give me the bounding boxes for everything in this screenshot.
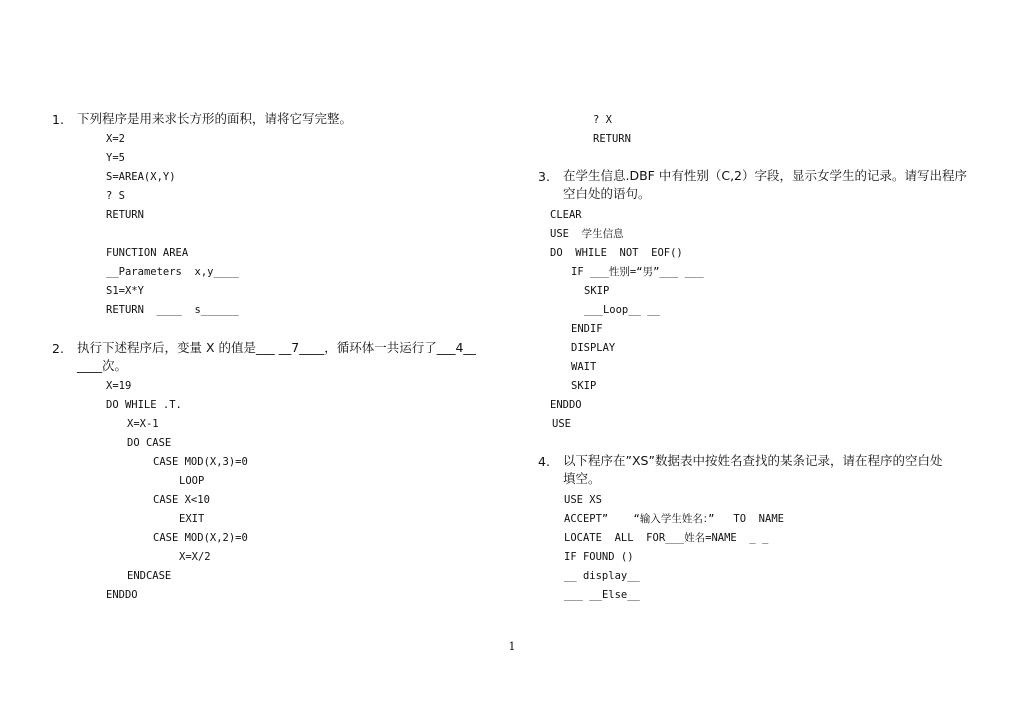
- q2-prompt-a: 执行下述程序后，变量 X 的值是___ __: [77, 340, 292, 355]
- q3-code-line: ENDIF: [571, 323, 603, 335]
- q3-loop-post: __: [640, 304, 660, 316]
- q1-code-line: FUNCTION AREA: [106, 247, 189, 259]
- q3-loop-line: [584, 303, 660, 317]
- q3-if-post: ___: [678, 266, 704, 278]
- q3-prompt: 在学生信息.DBF 中有性别（C,2）字段，显示女学生的记录。请写出程序: [563, 168, 967, 183]
- q2-prompt-c: __: [463, 340, 476, 355]
- q2-code-line: EXIT: [179, 513, 205, 525]
- q1-blank1-answer: Parameters: [118, 266, 182, 278]
- q2-prompt-b: ____，循环体一共运行了___: [299, 340, 456, 355]
- q3-code-line: DO WHILE NOT EOF(): [550, 247, 683, 259]
- q4-prompt-cont: 填空。: [563, 471, 601, 486]
- q4-locate-pre: LOCATE ALL FOR: [564, 532, 666, 544]
- q1-code-line: ? S: [106, 190, 125, 202]
- q2-answer-x: 7: [291, 340, 300, 355]
- q2-code-line: X=X/2: [179, 551, 211, 563]
- q2-prompt-cont: ____次。: [77, 358, 128, 373]
- q1-return-post: ______: [200, 304, 239, 316]
- q3-code-line: USE 学生信息: [550, 228, 624, 240]
- q2-code-line: RETURN: [593, 133, 631, 145]
- q4-prompt: 以下程序在”XS”数据表中按姓名查找的某条记录，请在程序的空白处: [563, 453, 943, 468]
- q3-code-line: CLEAR: [550, 209, 582, 221]
- q3-if-pre: IF: [571, 266, 590, 278]
- q1-code-line: S=AREA(X,Y): [106, 171, 176, 183]
- q1-blank1-pre: __: [106, 266, 119, 278]
- q3-code-line: ENDDO: [550, 399, 582, 411]
- q1-number: 1.: [52, 112, 64, 127]
- q1-return-answer: s: [194, 304, 201, 316]
- q4-code-line: __ display__: [564, 570, 640, 582]
- q3-loop-answer: ___Loop__: [584, 304, 641, 316]
- q4-locate-post: _ _: [736, 532, 769, 544]
- q4-else-line: [564, 588, 640, 602]
- q1-code-line: RETURN: [106, 209, 144, 221]
- q2-code-line: ENDCASE: [127, 570, 172, 582]
- q2-code-line: X=19: [106, 380, 132, 392]
- q1-return-line: [106, 303, 239, 317]
- q3-code-line: USE: [552, 418, 571, 430]
- q3-number: 3.: [538, 169, 550, 184]
- q4-else-answer: __Else__: [589, 589, 640, 601]
- q3-prompt-cont: 空白处的语句。: [563, 186, 651, 201]
- q4-else-pre: ___: [564, 589, 590, 601]
- q3-if-answer: ___性别=“男”___: [589, 266, 679, 278]
- q4-number: 4.: [538, 454, 550, 469]
- q1-code-line: Y=5: [106, 152, 125, 164]
- q1-prompt: 下列程序是用来求长方形的面积，请将它写完整。: [77, 111, 353, 126]
- q2-code-line: ENDDO: [106, 589, 138, 601]
- q1-code-line: X=2: [106, 133, 125, 145]
- q2-number: 2.: [52, 341, 64, 356]
- q4-code-line: IF FOUND (): [564, 551, 634, 563]
- q2-prompt: [77, 341, 476, 355]
- q2-code-line: DO WHILE .T.: [106, 399, 182, 411]
- q4-locate-answer: ___姓名=NAME: [665, 532, 737, 544]
- q3-code-line: SKIP: [571, 380, 597, 392]
- q2-answer-n: 4: [455, 340, 464, 355]
- q4-code-line: ACCEPT” “输入学生姓名：” TO NAME: [564, 513, 784, 525]
- q2-code-line: X=X-1: [127, 418, 159, 430]
- q3-code-line: WAIT: [571, 361, 597, 373]
- q2-code-line: LOOP: [179, 475, 205, 487]
- q2-code-line: CASE MOD(X,3)=0: [153, 456, 248, 468]
- page-number: 1: [508, 640, 516, 653]
- q2-code-line: CASE MOD(X,2)=0: [153, 532, 248, 544]
- q3-if-line: [571, 265, 704, 279]
- q1-blank-line: [106, 265, 239, 279]
- q4-locate-line: [564, 531, 768, 545]
- q2-code-line: CASE X<10: [153, 494, 210, 506]
- q1-blank1-post: x,y____: [181, 266, 239, 278]
- q1-code-line: S1=X*Y: [106, 285, 144, 297]
- q3-code-line: DISPLAY: [571, 342, 616, 354]
- q1-return-pre: RETURN ____: [106, 304, 195, 316]
- q2-code-line: DO CASE: [127, 437, 172, 449]
- q2-code-line: ? X: [593, 114, 612, 126]
- q4-code-line: USE XS: [564, 494, 602, 506]
- q3-code-line: SKIP: [584, 285, 610, 297]
